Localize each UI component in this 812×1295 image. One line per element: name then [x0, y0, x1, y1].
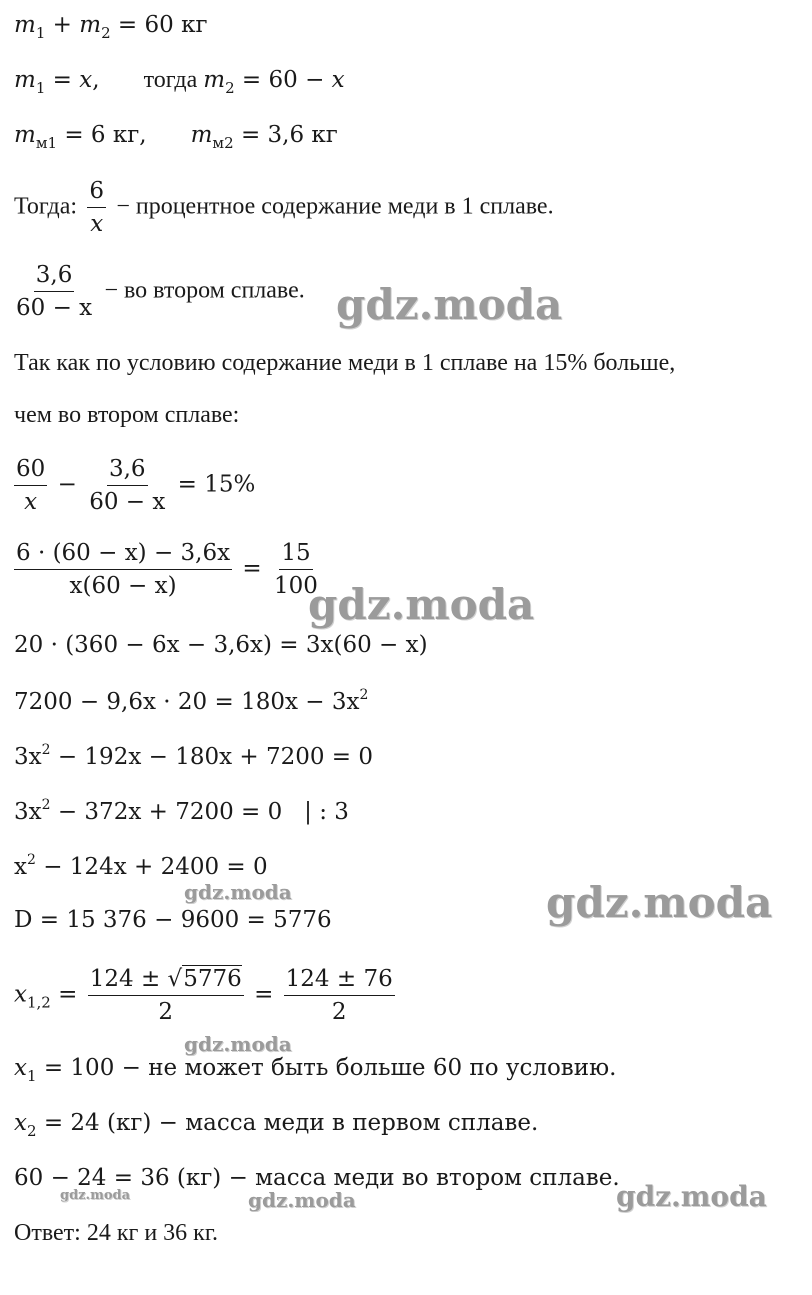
- var-x: x: [331, 67, 345, 93]
- text-line-7: чем во втором сплаве:: [14, 402, 240, 428]
- equation-text: 7200 − 9,6x · 20 = 180x − 3x: [14, 689, 360, 715]
- numerator: 15: [279, 540, 312, 570]
- subscript: 1: [35, 79, 46, 97]
- fraction: [284, 966, 395, 1025]
- equation-text: = 60 кг: [110, 12, 208, 38]
- var-m: m: [14, 122, 36, 148]
- operator: =: [45, 67, 80, 93]
- denominator: 100: [274, 573, 318, 599]
- numerator: 3,6: [107, 456, 148, 486]
- denominator: 2: [331, 999, 347, 1025]
- text: − во втором сплаве.: [104, 277, 305, 304]
- var-m: m: [190, 122, 213, 148]
- var-m: m: [14, 67, 36, 93]
- watermark: gdz.moda: [336, 280, 563, 329]
- fraction: [87, 456, 167, 515]
- denominator: 60 − x: [16, 295, 93, 321]
- operator: =: [242, 555, 262, 582]
- equation-text: 3x: [14, 799, 42, 825]
- equation-text: = 60 −: [234, 67, 332, 93]
- equation-line-15: D = 15 376 − 9600 = 5776: [14, 907, 332, 933]
- exponent: 2: [26, 852, 36, 868]
- equation-line-5: [14, 262, 305, 321]
- equation-text: = 15%: [177, 471, 256, 498]
- answer-line: Ответ: 24 кг и 36 кг.: [14, 1220, 218, 1246]
- var-m: m: [79, 12, 102, 38]
- equation-line-8: [14, 456, 255, 515]
- operator: −: [57, 471, 77, 498]
- equation-text: = 24 (кг) − масса меди в первом сплаве.: [36, 1110, 539, 1136]
- equation-line-2: [14, 67, 345, 97]
- exponent: 2: [41, 797, 51, 813]
- var-x: x: [14, 1055, 27, 1081]
- equation-line-16: [14, 966, 398, 1025]
- subscript: м1: [35, 134, 58, 152]
- watermark: gdz.moda: [616, 1180, 767, 1213]
- denominator: x: [24, 489, 38, 515]
- numerator: [88, 966, 244, 996]
- subscript: м2: [212, 134, 234, 152]
- subscript: 2: [26, 1122, 37, 1140]
- subscript: 1: [35, 24, 46, 42]
- text: Тогда:: [14, 193, 78, 220]
- text: − процентное содержание меди в 1 сплаве.: [116, 193, 554, 220]
- equation-text: − 192x − 180x + 7200 = 0: [50, 744, 374, 770]
- text: тогда: [143, 67, 204, 93]
- equation-text: 3x: [14, 744, 42, 770]
- var-x: x: [14, 1110, 27, 1136]
- watermark: gdz.moda: [184, 880, 292, 904]
- watermark: gdz.moda: [546, 878, 773, 927]
- var-x: x: [14, 981, 27, 1008]
- numerator: 6: [87, 178, 106, 208]
- equation-text: − 124x + 2400 = 0: [35, 854, 268, 880]
- operator: =: [254, 981, 274, 1008]
- equation-line-10: 20 · (360 − 6x − 3,6x) = 3x(60 − x): [14, 632, 428, 658]
- equation-line-17: [14, 1055, 616, 1085]
- operator: =: [50, 981, 78, 1008]
- subscript: 1,2: [26, 993, 51, 1012]
- denominator: 60 − x: [89, 489, 166, 515]
- equation-line-19: 60 − 24 = 36 (кг) − масса меди во втором сплаве.: [14, 1165, 620, 1191]
- equation-text: = 3,6 кг: [233, 122, 338, 148]
- equation-line-12: [14, 742, 373, 770]
- watermark: gdz.moda: [184, 1032, 292, 1056]
- watermark: gdz.moda: [308, 580, 535, 629]
- equation-line-1: [14, 12, 208, 42]
- denominator: x: [90, 211, 104, 237]
- numerator-text: 124 ± √: [89, 966, 183, 992]
- equation-text: − 372x + 7200 = 0 | : 3: [50, 799, 349, 825]
- equation-text: = 100 − не может быть больше 60 по условию.: [36, 1055, 617, 1081]
- radicand: 5776: [183, 966, 242, 992]
- equation-line-13: [14, 797, 349, 825]
- denominator: x(60 − x): [69, 573, 177, 599]
- denominator: 2: [158, 999, 174, 1025]
- numerator: 60: [14, 456, 47, 486]
- fraction: [88, 966, 244, 1025]
- watermark: gdz.moda: [60, 1188, 131, 1203]
- equation-line-9: [14, 540, 323, 599]
- exponent: 2: [359, 687, 369, 703]
- equation-line-3: [14, 122, 338, 152]
- subscript: 1: [26, 1067, 37, 1085]
- text-line-6: Так как по условию содержание меди в 1 сплаве на 15% больше,: [14, 350, 676, 376]
- numerator: 3,6: [34, 262, 75, 292]
- numerator: 124 ± 76: [284, 966, 395, 996]
- watermark: gdz.moda: [248, 1188, 356, 1212]
- equation-line-14: [14, 852, 268, 880]
- punctuation: ,: [92, 67, 100, 93]
- var-x: x: [79, 67, 93, 93]
- equation-text: = 6 кг,: [57, 122, 147, 148]
- var-m: m: [203, 67, 226, 93]
- equation-line-18: [14, 1110, 538, 1140]
- fraction: [14, 540, 232, 599]
- subscript: 2: [225, 79, 235, 97]
- exponent: 2: [41, 742, 51, 758]
- var-m: m: [14, 12, 36, 38]
- fraction: [14, 262, 94, 321]
- fraction: [14, 456, 47, 515]
- operator: +: [45, 12, 80, 38]
- equation-text: x: [14, 854, 27, 880]
- subscript: 2: [101, 24, 111, 42]
- equation-line-4: [14, 178, 554, 237]
- fraction: [87, 178, 106, 237]
- numerator: 6 · (60 − x) − 3,6x: [14, 540, 232, 570]
- equation-line-11: [14, 687, 368, 715]
